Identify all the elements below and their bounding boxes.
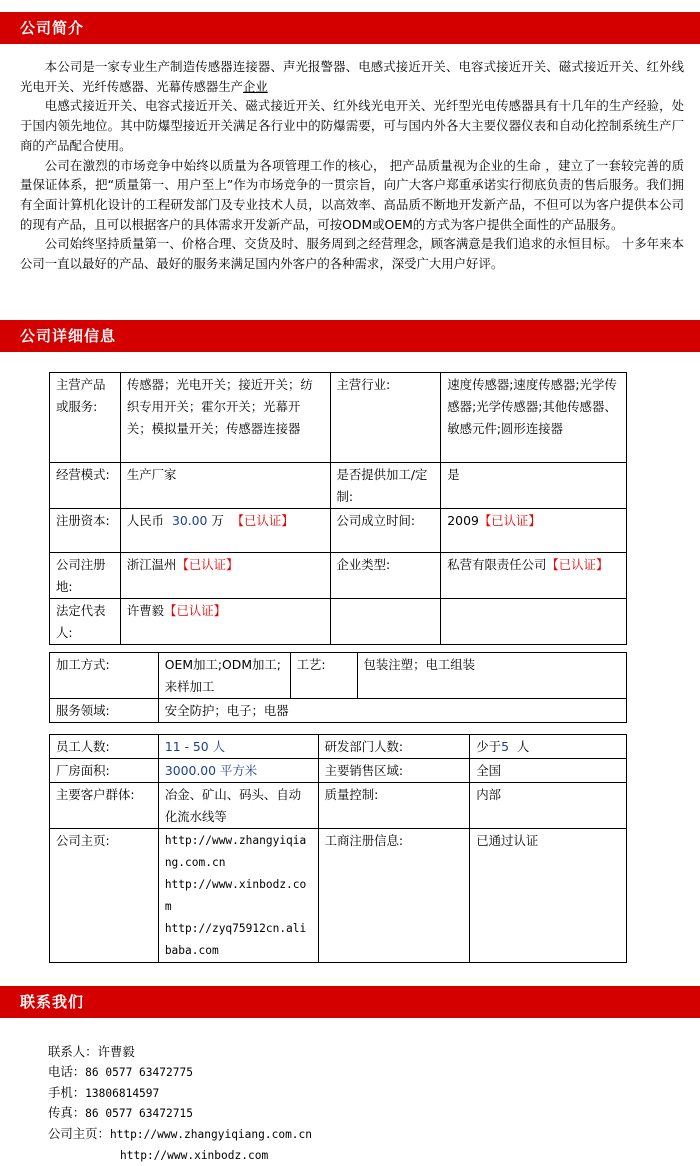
value-cell: 11 - 50 人 xyxy=(158,735,318,759)
label-cell: 主营行业: xyxy=(330,373,441,463)
table-row xyxy=(50,553,627,599)
value-cell: 全国 xyxy=(470,759,627,783)
intro-text: 本公司是一家专业生产制造传感器连接器、声光报警器、电感式接近开关、电容式接近开关、磁式接近开关、红外线光电开关、光纤传感器、光幕传感器生产 xyxy=(20,59,684,94)
verified-badge: 【已认证】 xyxy=(478,513,541,528)
label-cell: 加工方式: xyxy=(50,653,159,699)
table-row xyxy=(50,829,627,963)
label-cell: 企业类型: xyxy=(330,553,441,599)
rd-number: 5 xyxy=(501,739,509,754)
label-cell: 经营模式: xyxy=(50,463,121,509)
company-type: 私营有限责任公司 xyxy=(447,557,547,572)
section-header-contact xyxy=(0,986,700,1018)
contact-label: 电话： xyxy=(48,1063,86,1079)
value-cell: OEM加工;ODM加工;来样加工 xyxy=(158,653,290,699)
verified-badge: 【已认证】 xyxy=(546,557,609,572)
intro-paragraph: 公司在激烈的市场竞争中始终以质量为各项管理工作的核心， 把产品质量视为企业的生命 ，建立了一套较完善的质量保证体系，把“质量第一、用户至上”作为市场竞争的一贯宗旨，向广大客户郑重承诺实行彻底负责的售后服务。我们拥有全面计算机化设计的工程研发部门及专业技术人员，以高效率、高品质不断地开发新产品，不但可以为客户提供本公司的现有产品，且可以根据客户的具体需求开发新产品，可按ODM或OEM的方式为客户提供全面性的产品服务。 xyxy=(20,157,684,232)
value-cell xyxy=(120,509,330,553)
contact-label: 公司主页： xyxy=(48,1126,110,1142)
value-cell: 包装注塑；电工组装 xyxy=(357,653,626,699)
value-cell xyxy=(158,829,318,963)
label-cell: 厂房面积: xyxy=(50,759,159,783)
label-cell: 公司主页: xyxy=(50,829,159,963)
homepage-link[interactable]: http://www.xinbodz.com xyxy=(120,1148,269,1162)
empty-cell xyxy=(330,599,441,645)
table-row xyxy=(50,373,627,463)
rd-unit: 人 xyxy=(516,739,530,754)
label-cell: 注册资本: xyxy=(50,509,121,553)
contact-phone: 86 0577 63472775 xyxy=(85,1065,193,1079)
contact-label: 传真： xyxy=(48,1105,86,1121)
contact-label: 联系人： xyxy=(48,1044,98,1059)
verified-badge: 【已认证】 xyxy=(164,603,227,618)
value-cell xyxy=(120,599,330,645)
table-row xyxy=(50,463,627,509)
section-title: 公司简介 xyxy=(20,19,85,37)
label-cell: 是否提供加工/定制: xyxy=(330,463,441,509)
section-header-company-details xyxy=(0,320,700,352)
label-cell: 主要客户群体: xyxy=(50,783,159,829)
section-title: 公司详细信息 xyxy=(20,327,117,345)
value-cell: 已通过认证 xyxy=(470,829,627,963)
table-row xyxy=(50,599,627,645)
label-cell: 主要销售区域: xyxy=(318,759,470,783)
processing-info-table xyxy=(49,652,627,723)
label-cell: 公司注册地: xyxy=(50,553,121,599)
contact-homepage-row xyxy=(48,1124,312,1145)
value-cell: 内部 xyxy=(470,783,627,829)
capital-unit: 万 xyxy=(211,513,224,528)
table-row xyxy=(50,509,627,553)
contact-mobile: 13806814597 xyxy=(85,1086,160,1100)
value-cell: 传感器；光电开关；接近开关；纺织专用开关；霍尔开关；光幕开关；模拟量开关；传感器连接器 xyxy=(120,373,330,463)
reg-place: 浙江温州 xyxy=(126,557,177,572)
value-cell xyxy=(441,553,627,599)
label-cell: 员工人数: xyxy=(50,735,159,759)
label-cell: 公司成立时间: xyxy=(330,509,441,553)
value-cell xyxy=(441,509,627,553)
verified-badge: 【已认证】 xyxy=(231,513,294,528)
homepage-link[interactable]: http://zyq75912cn.alibaba.com xyxy=(164,922,307,957)
label-cell: 质量控制: xyxy=(318,783,470,829)
value-cell xyxy=(120,553,330,599)
intro-paragraph: 公司始终坚持质量第一、价格合理、交货及时、服务周到之经营理念，顾客满意是我们追求的永恒目标。 十多年来本公司一直以最好的产品、最好的服务来满足国内外客户的各种需求，深受广大用户好评。 xyxy=(20,236,684,272)
section-title: 联系我们 xyxy=(20,993,85,1011)
value-cell: 安全防护；电子；电器 xyxy=(158,699,626,723)
table-row xyxy=(50,699,627,723)
verified-badge: 【已认证】 xyxy=(176,557,239,572)
homepage-link[interactable]: http://www.xinbodz.com xyxy=(164,878,307,913)
homepage-link[interactable]: http://www.zhangyiqiang.com.cn xyxy=(109,1128,313,1142)
contact-homepage-row-2 xyxy=(48,1145,312,1166)
label-cell: 工商注册信息: xyxy=(318,829,470,963)
table-row xyxy=(50,759,627,783)
value-cell: 3000.00 平方米 xyxy=(158,759,318,783)
contact-person-row xyxy=(48,1042,312,1062)
intro-paragraph: 电感式接近开关、电容式接近开关、磁式接近开关、红外线光电开关、光纤型光电传感器具有十几年的生产经验，处于国内领先地位。其中防爆型接近开关满足各行业中的防爆需要，可与国内外各大主要仪器仪表和自动化控制系统生产厂商的产品配合使用。 xyxy=(20,98,684,153)
label-cell: 法定代表人: xyxy=(50,599,121,645)
label-cell: 服务领域: xyxy=(50,699,159,723)
founded-year: 2009 xyxy=(447,513,479,528)
contact-phone-row xyxy=(48,1062,312,1083)
legal-rep-name: 许曹毅 xyxy=(126,603,165,618)
homepage-link[interactable]: http://www.zhangyiqiang.com.cn xyxy=(164,834,307,869)
capital-amount: 30.00 xyxy=(171,513,208,528)
value-cell xyxy=(470,735,627,759)
value-cell: 冶金、矿山、码头、自动化流水线等 xyxy=(158,783,318,829)
label-cell: 主营产品或服务: xyxy=(50,373,121,463)
contact-mobile-row xyxy=(48,1083,312,1104)
value-cell: 速度传感器;速度传感器;光学传感器;光学传感器;其他传感器、敏感元件;圆形连接器 xyxy=(441,373,627,463)
table-row xyxy=(50,653,627,699)
section-header-company-intro xyxy=(0,12,700,44)
intro-paragraph xyxy=(20,57,684,96)
contact-person: 许曹毅 xyxy=(97,1044,135,1059)
intro-link-enterprise[interactable]: 企业 xyxy=(243,78,268,94)
value-cell: 生产厂家 xyxy=(120,463,330,509)
contact-info xyxy=(48,1042,312,1166)
label-cell: 研发部门人数: xyxy=(318,735,470,759)
currency-text: 人民币 xyxy=(126,513,165,528)
contact-fax: 86 0577 63472715 xyxy=(85,1107,193,1121)
scale-info-table xyxy=(49,734,627,963)
contact-label: 手机： xyxy=(48,1084,86,1100)
contact-fax-row xyxy=(48,1103,312,1124)
table-row xyxy=(50,783,627,829)
rd-prefix: 少于 xyxy=(476,739,502,754)
company-intro-text xyxy=(20,57,684,274)
label-cell: 工艺: xyxy=(290,653,357,699)
table-row xyxy=(50,735,627,759)
company-info-table xyxy=(49,372,627,645)
value-cell: 是 xyxy=(441,463,627,509)
empty-cell xyxy=(441,599,627,645)
